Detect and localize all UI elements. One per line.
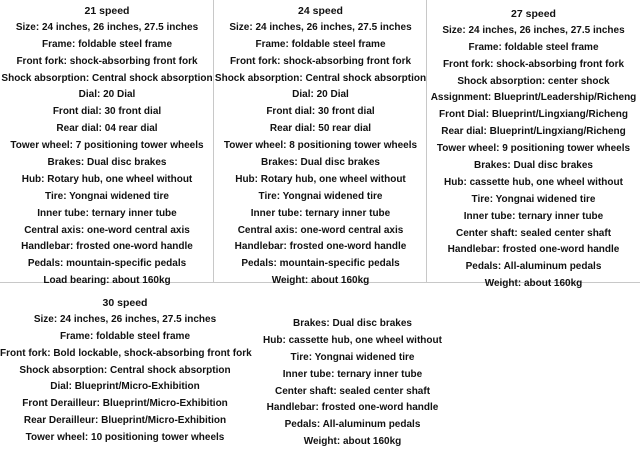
- spec-line: Frame: foldable steel frame: [468, 41, 599, 53]
- spec-line: Assignment: Blueprint/Leadership/Richeng: [430, 92, 637, 104]
- spec-line: Size: 24 inches, 26 inches, 27.5 inches: [442, 24, 625, 36]
- spec-line: Shock absorption: Central shock absorption: [214, 72, 427, 84]
- spec-line: Load bearing: about 160kg: [43, 275, 171, 287]
- spec-line: Size: 24 inches, 26 inches, 27.5 inches: [15, 21, 199, 33]
- spec-line: Tower wheel: 9 positioning tower wheels: [436, 143, 631, 155]
- spec-line: Brakes: Dual disc brakes: [47, 157, 167, 169]
- spec-line: Handlebar: frosted one-word handle: [266, 402, 439, 414]
- spec-line: Inner tube: ternary inner tube: [250, 207, 391, 219]
- spec-line: Front fork: shock-absorbing front fork: [229, 55, 412, 67]
- spec-line: Weight: about 160kg: [484, 278, 583, 290]
- spec-list-21-speed: [0, 3, 214, 290]
- spec-line: Tower wheel: 10 positioning tower wheels: [25, 432, 225, 444]
- spec-line: Frame: foldable steel frame: [255, 38, 386, 50]
- spec-panel-30-speed: [0, 283, 640, 466]
- spec-line: Weight: about 160kg: [303, 436, 402, 448]
- spec-line: Front fork: Bold lockable, shock-absorbing front fork: [0, 347, 252, 359]
- spec-line: Tower wheel: 7 positioning tower wheels: [10, 140, 204, 152]
- spec-line: Front dial: 30 front dial: [266, 106, 375, 118]
- spec-line: Pedals: mountain-specific pedals: [241, 258, 400, 270]
- spec-list-30-speed-left: [0, 295, 250, 447]
- spec-line: Rear dial: 04 rear dial: [56, 123, 158, 135]
- spec-line: Inner tube: ternary inner tube: [37, 207, 177, 219]
- spec-line: Center shaft: sealed center shaft: [455, 227, 612, 239]
- spec-line: Hub: Rotary hub, one wheel without: [21, 173, 193, 185]
- spec-line: Tire: Yongnai widened tire: [290, 351, 415, 363]
- spec-line: Hub: cassette hub, one wheel without: [263, 334, 442, 346]
- spec-line: Central axis: one-word central axis: [24, 224, 190, 236]
- spec-list-30-speed-right: [240, 316, 465, 451]
- spec-line: Frame: foldable steel frame: [41, 38, 173, 50]
- spec-line: Front dial: 30 front dial: [52, 106, 162, 118]
- spec-line: Tire: Yongnai widened tire: [471, 193, 596, 205]
- spec-line: Tower wheel: 8 positioning tower wheels: [223, 140, 418, 152]
- spec-line: Front fork: shock-absorbing front fork: [442, 58, 625, 70]
- spec-line: Handlebar: frosted one-word handle: [447, 244, 620, 256]
- spec-list-27-speed: [427, 6, 640, 293]
- spec-line: Size: 24 inches, 26 inches, 27.5 inches: [33, 313, 217, 325]
- spec-line: Tire: Yongnai widened tire: [258, 190, 383, 202]
- panel-title: 24 speed: [298, 5, 343, 17]
- spec-line: Handlebar: frosted one-word handle: [234, 241, 407, 253]
- spec-line: Front fork: shock-absorbing front fork: [16, 55, 198, 67]
- spec-line: Front Derailleur: Blueprint/Micro-Exhibition: [22, 398, 228, 410]
- spec-line: Center shaft: sealed center shaft: [274, 385, 431, 397]
- spec-line: Dial: 20 Dial: [292, 89, 349, 101]
- spec-line: Rear Derailleur: Blueprint/Micro-Exhibition: [23, 415, 227, 427]
- spec-line: Dial: 20 Dial: [78, 89, 136, 101]
- spec-line: Pedals: All-aluminum pedals: [465, 261, 602, 273]
- spec-line: Hub: cassette hub, one wheel without: [444, 176, 623, 188]
- spec-line: Dial: Blueprint/Micro-Exhibition: [50, 381, 200, 393]
- spec-line: Handlebar: frosted one-word handle: [21, 241, 193, 253]
- spec-line: Size: 24 inches, 26 inches, 27.5 inches: [229, 21, 412, 33]
- spec-panel-24-speed: [214, 0, 427, 287]
- spec-panel-27-speed: [427, 0, 640, 290]
- panel-title: 27 speed: [511, 8, 556, 20]
- spec-line: Shock absorption: Central shock absorption: [1, 72, 213, 84]
- spec-line: Frame: foldable steel frame: [59, 330, 191, 342]
- spec-line: Central axis: one-word central axis: [237, 224, 404, 236]
- spec-list-24-speed: [214, 3, 427, 290]
- spec-line: Rear dial: Blueprint/Lingxiang/Richeng: [441, 126, 626, 138]
- panel-title: 21 speed: [84, 5, 130, 17]
- panel-title: 30 speed: [102, 297, 148, 309]
- spec-line: Weight: about 160kg: [271, 275, 370, 287]
- spec-line: Brakes: Dual disc brakes: [293, 318, 412, 329]
- spec-line: Shock absorption: Central shock absorption: [19, 364, 231, 376]
- spec-line: Inner tube: ternary inner tube: [463, 210, 604, 222]
- spec-line: Tire: Yongnai widened tire: [45, 190, 169, 202]
- spec-line: Inner tube: ternary inner tube: [282, 368, 423, 380]
- spec-line: Rear dial: 50 rear dial: [269, 123, 372, 135]
- spec-panel-21-speed: [0, 0, 214, 287]
- spec-line: Brakes: Dual disc brakes: [474, 160, 593, 172]
- spec-line: Pedals: mountain-specific pedals: [27, 258, 187, 270]
- spec-line: Shock absorption: center shock: [457, 75, 610, 87]
- spec-line: Front Dial: Blueprint/Lingxiang/Richeng: [439, 109, 628, 121]
- spec-line: Brakes: Dual disc brakes: [261, 157, 380, 169]
- spec-line: Hub: Rotary hub, one wheel without: [235, 173, 406, 185]
- spec-line: Pedals: All-aluminum pedals: [284, 419, 421, 431]
